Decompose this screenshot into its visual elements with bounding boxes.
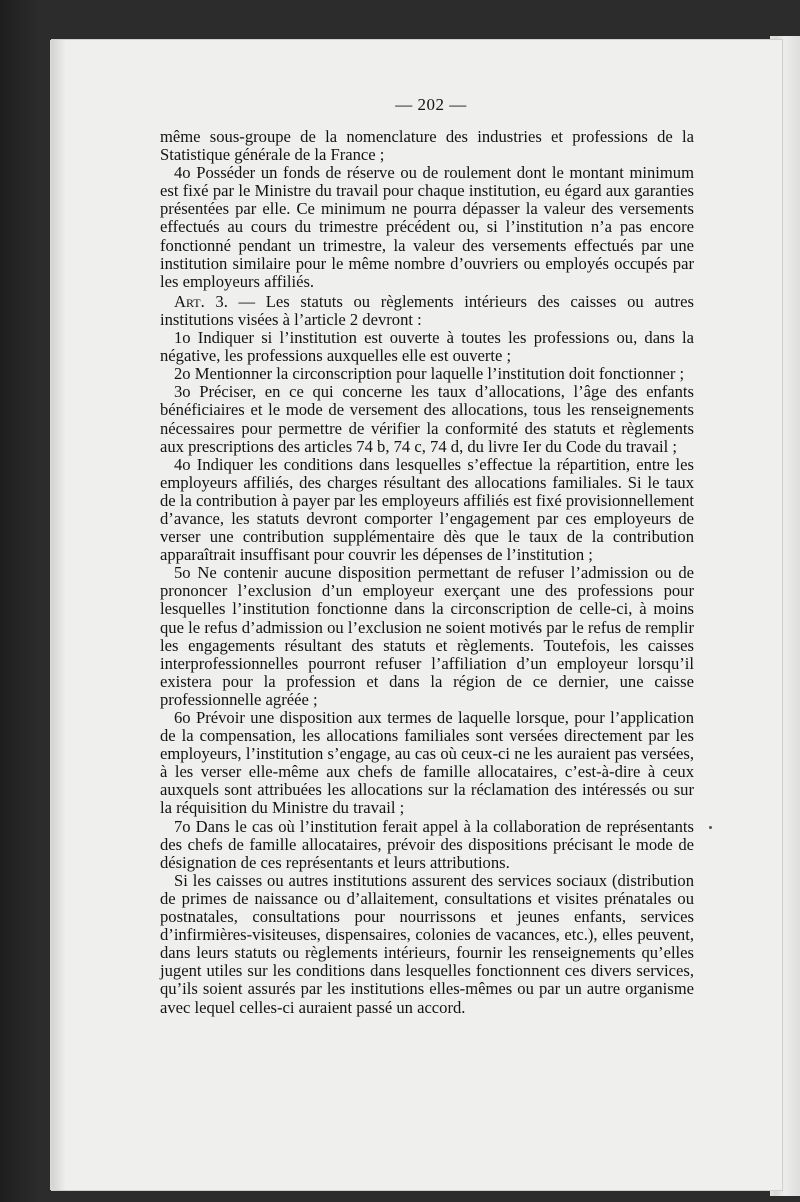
paragraph: 1o Indiquer si l’institution est ouverte à toutes les professions ou, dans la négative, les professions auxquelles elle est ouverte ; [160,328,694,366]
page-number: — 202 — [395,95,467,114]
article-3-text: Les statuts ou règlements intérieurs des caisses ou autres institutions visées à l’article 2 devront : [160,291,694,329]
paragraph: 5o Ne contenir aucune disposition permettant de refuser l’admission ou de prononcer l’exclusion d’un employeur exerçant une des professions pour lesquelles l’institution fonctionne dans la circonscription de celle-ci, à moins que le refus d’admission ou l’exclusion ne soient motivés par le refus de remplir les engagements résultant des statuts et règlements. Toutefois, les caisses interprofessionnelles pourront refuser l’affiliation d’un employeur lorsqu’il existera pour la profession et dans la région de ce dernier, une caisse professionnelle agréée ; [160,563,694,709]
paragraph: Si les caisses ou autres institutions assurent des services sociaux (distribution de primes de naissance ou d’allaitement, consultations et visites prénatales ou postnatales, consultations pour nourrissons et jeunes enfants, services d’infirmières-visiteuses, dispensaires, colonies de vacances, etc.), elles peuvent, dans leurs statuts ou règlements intérieurs, fournir les renseignements qu’elles jugent utiles sur les conditions dans lesquelles fonctionnent ces divers services, qu’ils soient assurés par les institutions elles-mêmes ou par un autre organisme avec lequel celles-ci auraient passé un accord. [160,870,694,1017]
article-label: Art. 3. — [174,291,266,311]
page-content [160,96,694,1017]
paragraph: 7o Dans le cas où l’institution ferait appel à la collaboration de représentants des chefs de famille allocataires, prévoir des dispositions précisant le mode de désignation de ces représentants et leurs attributions. [160,816,694,872]
paragraph: 6o Prévoir une disposition aux termes de laquelle lorsque, pour l’application de la compensation, les allocations familiales sont versées directement par les employeurs, l’institution s’engage, au cas où ceux-ci ne les auraient pas versées, à les verser elle-même aux chefs de famille allocataires, c’est-à-dire à ceux auxquels sont attribuées les allocations sur la réclamation des intéressés ou sur la réquisition du Ministre du travail ; [160,708,694,818]
paragraph: 4o Indiquer les conditions dans lesquelles s’effectue la répartition, entre les employeurs affiliés, des charges résultant des allocations familiales. Si le taux de la contribution à payer par les employeurs affiliés est fixé provisionnellement d’avance, les statuts devront comporter l’engagement par ces employeurs de verser une contribution supplémentaire dès que le taux de la contribution apparaîtrait insuffisant pour couvrir les dépenses de l’institution ; [160,454,694,565]
ink-speck [709,826,712,829]
paragraph: même sous-groupe de la nomenclature des industries et professions de la Statistique générale de la France ; [160,127,694,165]
paragraph: 4o Posséder un fonds de réserve ou de roulement dont le montant minimum est fixé par le Ministre du travail pour chaque institution, eu égard aux garanties présentées par elle. Ce minimum ne pourra dépasser la valeur des versements effectués au cours du trimestre précédent ou, si l’institution n’a pas encore fonctionné pendant un trimestre, la valeur des versements effectués par une institution similaire pour le même nombre d’ouvriers ou employés occupés par les employeurs affiliés. [160,163,694,291]
paragraph: 3o Préciser, en ce qui concerne les taux d’allocations, l’âge des enfants bénéficiaires et le mode de versement des allocations, tous les renseignements nécessaires pour permettre de vérifier la conformité des statuts et règlements aux prescriptions des articles 74 b, 74 c, 74 d, du livre Ier du Code du travail ; [160,382,694,456]
article-3-paragraph [160,293,694,329]
page-gutter-shadow [52,40,66,1190]
paragraph: 2o Mentionner la circonscription pour laquelle l’institution doit fonctionner ; [174,364,685,384]
